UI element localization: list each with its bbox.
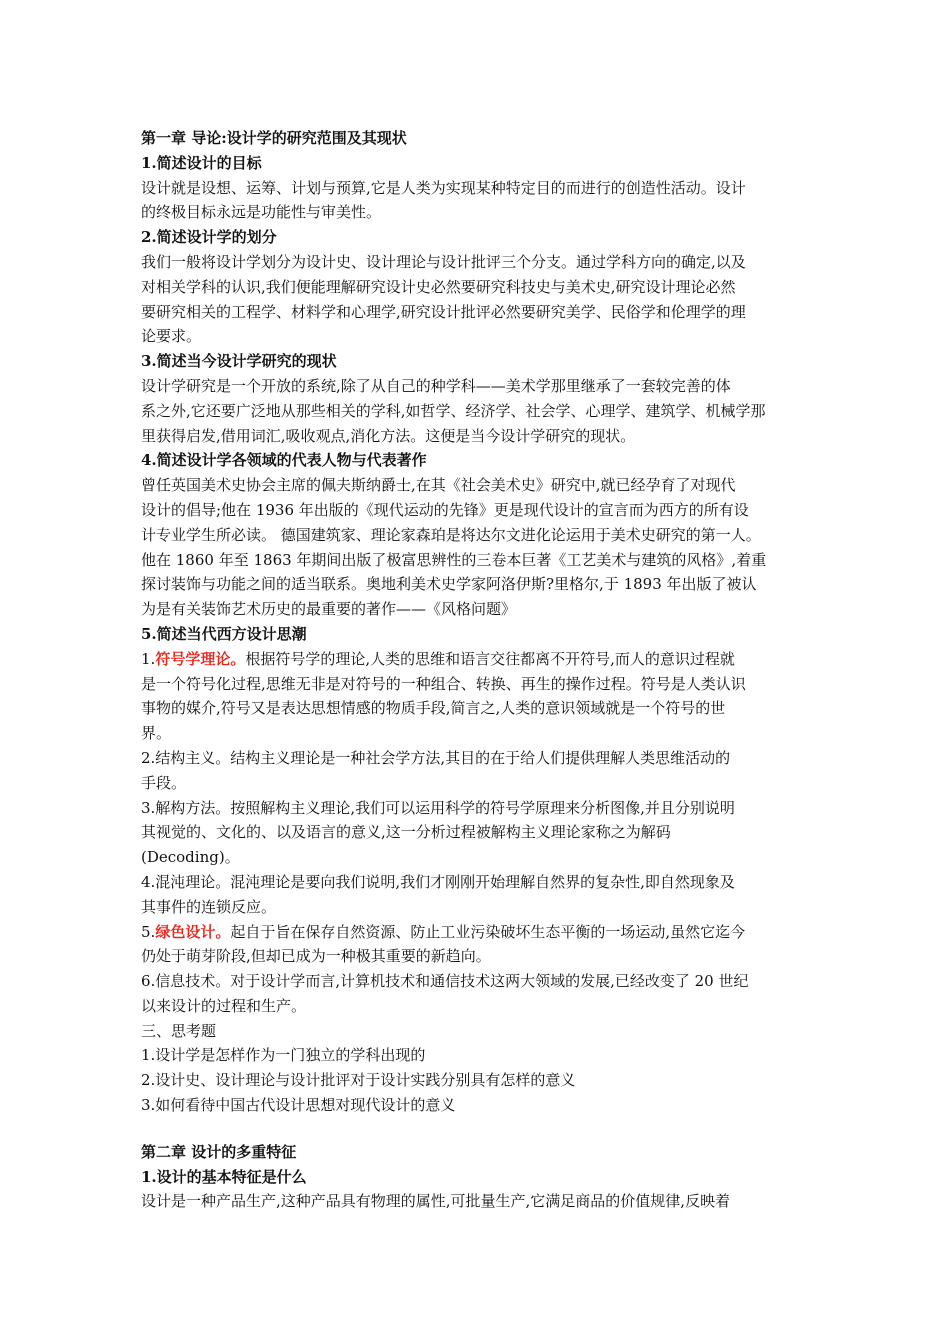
- chapter-title: 第一章 导论:设计学的研究范围及其现状: [141, 129, 407, 147]
- paragraph-line: 设计就是设想、运筹、计划与预算,它是人类为实现某种特定目的而进行的创造性活动。设计: [141, 178, 746, 197]
- question-heading: 2.简述设计学的划分: [141, 228, 277, 247]
- highlighted-term: 符号学理论。: [155, 649, 246, 668]
- paragraph-line: 界。: [141, 724, 172, 743]
- paragraph-text: 根据符号学的理论,人类的思维和语言交往都离不开符号,而人的意识过程就: [245, 649, 735, 668]
- paragraph-line: 2.结构主义。结构主义理论是一种社会学方法,其目的在于给人们提供理解人类思维活动的: [141, 748, 731, 767]
- paragraph-line: 3.解构方法。按照解构主义理论,我们可以运用科学的符号学原理来分析图像,并且分别说明: [141, 798, 735, 817]
- chapter-title: 第二章 设计的多重特征: [141, 1142, 297, 1161]
- paragraph-line: 要研究相关的工程学、材料学和心理学,研究设计批评必然要研究美学、民俗学和伦理学的理: [141, 302, 746, 321]
- question-heading: 1.设计的基本特征是什么: [141, 1167, 307, 1186]
- question-heading: 1.简述设计的目标: [141, 153, 262, 172]
- paragraph-line: 6.信息技术。对于设计学而言,计算机技术和通信技术这两大领域的发展,已经改变了 20 世纪: [141, 972, 749, 991]
- paragraph-line: [141, 647, 821, 672]
- paragraph-line: 设计学研究是一个开放的系统,除了从自己的种学科——美术学那里继承了一套较完善的体: [141, 376, 731, 395]
- paragraph-line: 里获得启发,借用词汇,吸收观点,消化方法。这便是当今设计学研究的现状。: [141, 426, 636, 445]
- question-heading: 5.简述当代西方设计思潮: [141, 624, 307, 643]
- paragraph-line: 手段。: [141, 773, 187, 792]
- paragraph-line: 他在 1860 年至 1863 年期间出版了极富思辨性的三卷本巨著《工艺美术与建筑的风格》,着重: [141, 550, 767, 569]
- paragraph-line: 1.设计学是怎样作为一门独立的学科出现的: [141, 1046, 426, 1065]
- question-heading: 4.简述设计学各领域的代表人物与代表著作: [141, 451, 427, 470]
- paragraph-line: 2.设计史、设计理论与设计批评对于设计实践分别具有怎样的意义: [141, 1071, 576, 1090]
- paragraph-line: 为是有关装饰艺术历史的最重要的著作——《风格问题》: [141, 600, 517, 619]
- item-number: 5.: [141, 922, 156, 941]
- paragraph-line: 曾任英国美术史协会主席的佩夫斯纳爵士,在其《社会美术史》研究中,就已经孕育了对现代: [141, 476, 736, 495]
- document-page: [141, 126, 821, 1214]
- paragraph-line: 其事件的连锁反应。: [141, 897, 277, 916]
- question-heading: 3.简述当今设计学研究的现状: [141, 352, 337, 371]
- section-gap: [141, 1118, 821, 1140]
- paragraph-line: 4.混沌理论。混沌理论是要向我们说明,我们才刚刚开始理解自然界的复杂性,即自然现象及: [141, 872, 735, 891]
- paragraph-line: 仍处于萌芽阶段,但却已成为一种极其重要的新趋向。: [141, 947, 491, 966]
- paragraph-line: 以来设计的过程和生产。: [141, 996, 307, 1015]
- paragraph-line: 设计的倡导;他在 1936 年出版的《现代运动的先锋》更是现代设计的宣言而为西方的所有设: [141, 500, 749, 519]
- paragraph-line: [141, 920, 821, 945]
- paragraph-line: 3.如何看待中国古代设计思想对现代设计的意义: [141, 1096, 456, 1115]
- item-number: 1.: [141, 649, 156, 668]
- paragraph-line: (Decoding)。: [141, 848, 240, 867]
- paragraph-line: 系之外,它还要广泛地从那些相关的学科,如哲学、经济学、社会学、心理学、建筑学、机械学那: [141, 401, 766, 420]
- paragraph-line: 论要求。: [141, 327, 202, 346]
- paragraph-line: 设计是一种产品生产,这种产品具有物理的属性,可批量生产,它满足商品的价值规律,反映着: [141, 1192, 731, 1211]
- paragraph-line: 对相关学科的认识,我们便能理解研究设计史必然要研究科技史与美术史,研究设计理论必然: [141, 277, 736, 296]
- paragraph-line: 的终极目标永远是功能性与审美性。: [141, 203, 382, 222]
- paragraph-text: 起自于旨在保存自然资源、防止工业污染破坏生态平衡的一场运动,虽然它迄今: [230, 922, 746, 941]
- paragraph-line: 事物的媒介,符号又是表达思想情感的物质手段,简言之,人类的意识领域就是一个符号的世: [141, 699, 726, 718]
- paragraph-line: 计专业学生所必读。 德国建筑家、理论家森珀是将达尔文进化论运用于美术史研究的第一人。: [141, 525, 761, 544]
- paragraph-line: 其视觉的、文化的、以及语言的意义,这一分析过程被解构主义理论家称之为解码: [141, 823, 671, 842]
- highlighted-term: 绿色设计。: [155, 922, 231, 941]
- paragraph-line: 我们一般将设计学划分为设计史、设计理论与设计批评三个分支。通过学科方向的确定,以及: [141, 252, 746, 271]
- paragraph-line: 是一个符号化过程,思维无非是对符号的一种组合、转换、再生的操作过程。符号是人类认识: [141, 674, 746, 693]
- paragraph-line: 三、思考题: [141, 1021, 217, 1040]
- paragraph-line: 探讨装饰与功能之间的适当联系。奥地利美术史学家阿洛伊斯?里格尔,于 1893 年出版了被认: [141, 575, 757, 594]
